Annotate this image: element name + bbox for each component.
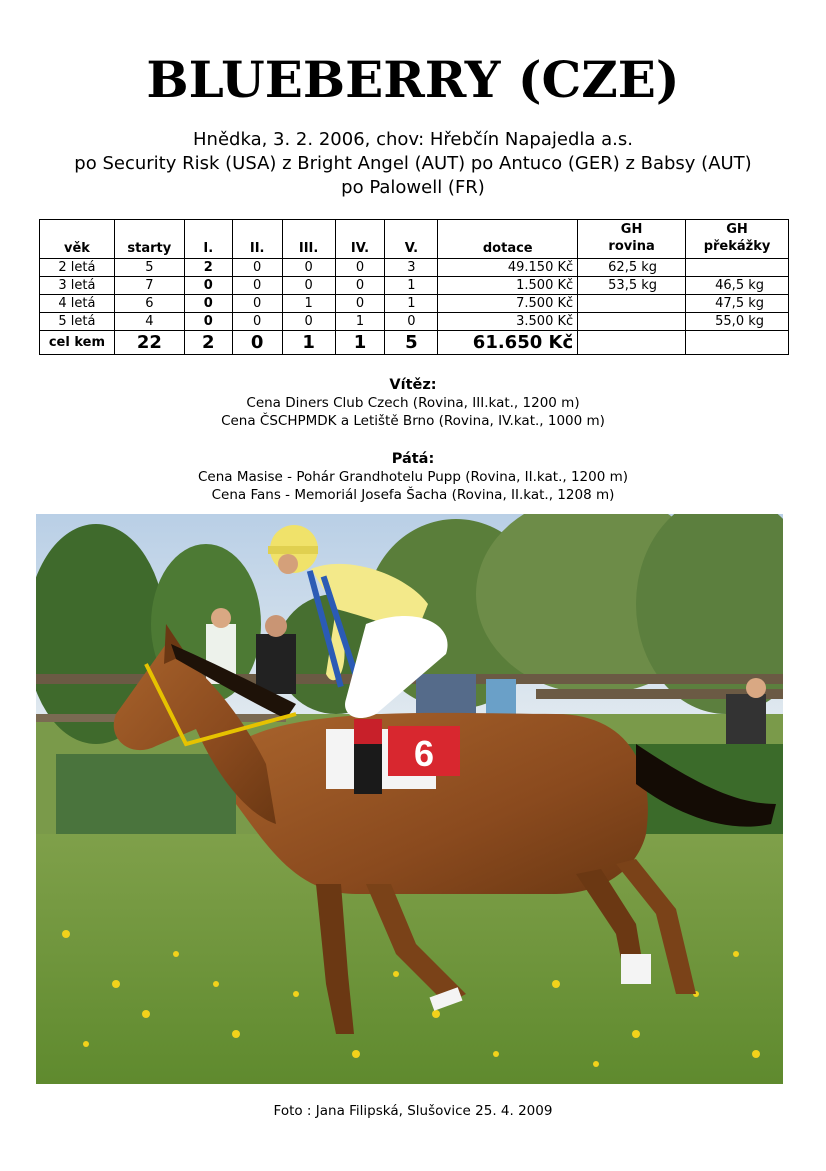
cell-age: 2 letá — [40, 259, 115, 277]
cell-prize: 3.500 Kč — [438, 313, 578, 331]
table-row — [40, 259, 789, 277]
cell-total-place-2: 0 — [232, 331, 282, 355]
cell-place-5: 1 — [385, 277, 438, 295]
header-place-5: V. — [385, 220, 438, 259]
table-row — [40, 295, 789, 313]
cell-place-2: 0 — [232, 295, 282, 313]
cell-place-1: 0 — [184, 313, 232, 331]
photo-illustration — [36, 514, 783, 1084]
cell-place-5: 1 — [385, 295, 438, 313]
horse-info — [0, 128, 826, 200]
cell-gh-flat: 53,5 kg — [578, 277, 686, 295]
table-row — [40, 277, 789, 295]
cell-prize: 1.500 Kč — [438, 277, 578, 295]
cell-age: 3 letá — [40, 277, 115, 295]
saddle-number: 6 — [413, 733, 435, 774]
fifth-race-2: Cena Fans - Memoriál Josefa Šacha (Rovina, II.kat., 1208 m) — [211, 487, 615, 503]
cell-gh-jump — [686, 259, 789, 277]
cell-total-place-3: 1 — [282, 331, 335, 355]
cell-prize: 7.500 Kč — [438, 295, 578, 313]
cell-place-3: 0 — [282, 259, 335, 277]
cell-starts: 7 — [114, 277, 184, 295]
cell-prize: 49.150 Kč — [438, 259, 578, 277]
cell-total-label: cel kem — [40, 331, 115, 355]
header-starts: starty — [114, 220, 184, 259]
cell-place-4: 0 — [335, 259, 385, 277]
cell-place-4: 0 — [335, 277, 385, 295]
winner-section — [0, 376, 826, 430]
cell-place-2: 0 — [232, 313, 282, 331]
cell-place-3: 1 — [282, 295, 335, 313]
cell-place-1: 0 — [184, 295, 232, 313]
page-title: BLUEBERRY (CZE) — [146, 50, 680, 109]
fifth-race-1: Cena Masise - Pohár Grandhotelu Pupp (Rovina, II.kat., 1200 m) — [197, 469, 629, 485]
cell-place-2: 0 — [232, 277, 282, 295]
cell-age: 5 letá — [40, 313, 115, 331]
fifth-place-section — [0, 450, 826, 504]
fifth-heading: Pátá: — [391, 451, 435, 467]
race-statistics-table — [39, 219, 789, 355]
header-place-4: IV. — [335, 220, 385, 259]
horse-info-line-3: po Palowell (FR) — [341, 177, 485, 198]
cell-gh-flat — [578, 295, 686, 313]
cell-gh-jump: 47,5 kg — [686, 295, 789, 313]
header-gh-jump — [686, 220, 789, 259]
header-prize: dotace — [438, 220, 578, 259]
cell-total-place-1: 2 — [184, 331, 232, 355]
cell-age: 4 letá — [40, 295, 115, 313]
header-place-3: III. — [282, 220, 335, 259]
header-gh-jump-bottom: překážky — [703, 239, 771, 254]
header-age: věk — [40, 220, 115, 259]
cell-place-4: 0 — [335, 295, 385, 313]
race-photo — [36, 514, 783, 1084]
winner-race-2: Cena ČSCHPMDK a Letiště Brno (Rovina, IV.kat., 1000 m) — [221, 413, 605, 429]
horse-info-line-1: Hnědka, 3. 2. 2006, chov: Hřebčín Napajedla a.s. — [193, 129, 633, 150]
cell-total-prize: 61.650 Kč — [438, 331, 578, 355]
cell-place-3: 0 — [282, 313, 335, 331]
cell-place-3: 0 — [282, 277, 335, 295]
cell-total-place-5: 5 — [385, 331, 438, 355]
header-place-1: I. — [184, 220, 232, 259]
header-gh-flat-top: GH — [620, 222, 643, 237]
header-gh-flat — [578, 220, 686, 259]
photo-caption: Foto : Jana Filipská, Slušovice 25. 4. 2009 — [273, 1103, 553, 1119]
cell-starts: 6 — [114, 295, 184, 313]
cell-place-5: 3 — [385, 259, 438, 277]
horse-info-line-2: po Security Risk (USA) z Bright Angel (AUT) po Antuco (GER) z Babsy (AUT) — [74, 153, 752, 174]
header-gh-jump-top: GH — [726, 222, 748, 237]
cell-place-4: 1 — [335, 313, 385, 331]
cell-starts: 4 — [114, 313, 184, 331]
table-total-row — [40, 331, 789, 355]
cell-place-2: 0 — [232, 259, 282, 277]
header-gh-flat-bottom: rovina — [608, 239, 655, 254]
cell-total-gh-jump — [686, 331, 789, 355]
cell-total-starts: 22 — [114, 331, 184, 355]
cell-gh-flat: 62,5 kg — [578, 259, 686, 277]
winner-heading: Vítěz: — [389, 377, 437, 393]
header-place-2: II. — [232, 220, 282, 259]
cell-place-1: 2 — [184, 259, 232, 277]
cell-place-1: 0 — [184, 277, 232, 295]
table-header-row — [40, 220, 789, 259]
cell-gh-flat — [578, 313, 686, 331]
winner-race-1: Cena Diners Club Czech (Rovina, III.kat., 1200 m) — [246, 395, 580, 411]
cell-gh-jump: 55,0 kg — [686, 313, 789, 331]
cell-total-place-4: 1 — [335, 331, 385, 355]
cell-total-gh-flat — [578, 331, 686, 355]
cell-gh-jump: 46,5 kg — [686, 277, 789, 295]
cell-starts: 5 — [114, 259, 184, 277]
cell-place-5: 0 — [385, 313, 438, 331]
table-row — [40, 313, 789, 331]
